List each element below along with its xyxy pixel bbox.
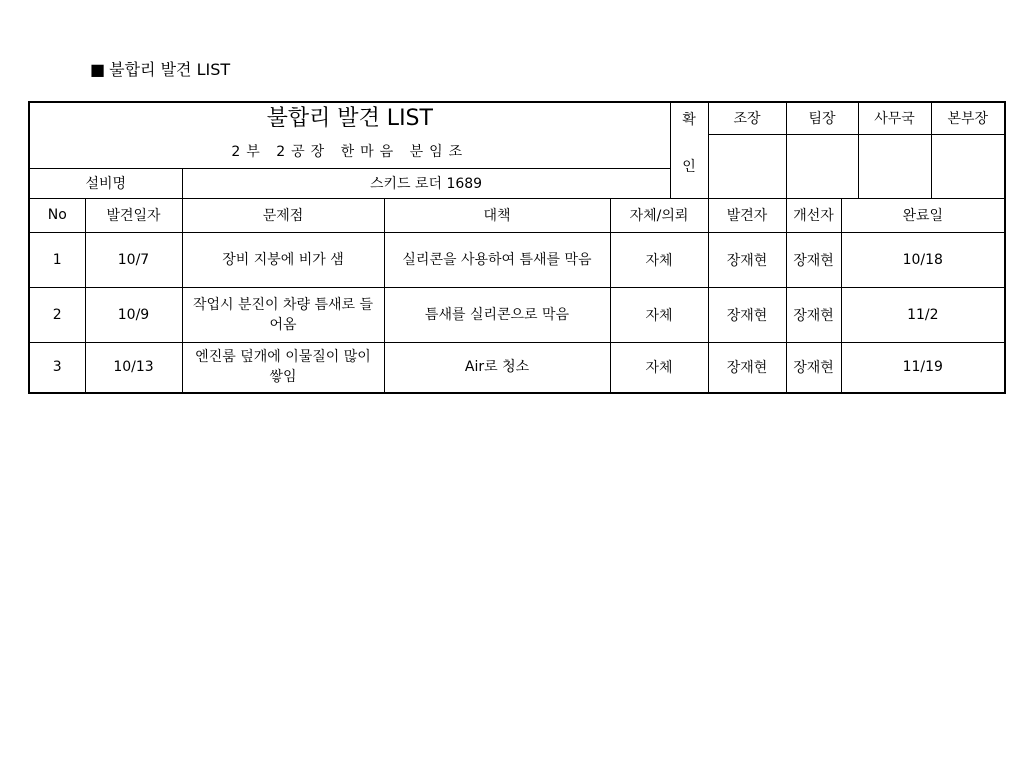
approval-role-team-leader: 조장 [708,102,786,134]
cell-found-date: 10/13 [85,342,182,393]
approval-role-manager: 팀장 [786,102,858,134]
column-header-row [29,198,1005,232]
defect-list-table [28,101,1006,394]
column-header-problem: 문제점 [182,198,384,232]
equipment-label: 설비명 [29,168,182,198]
square-bullet-icon: ■ [90,60,106,79]
column-header-no: No [29,198,85,232]
cell-self-request: 자체 [610,232,708,287]
table-row [29,342,1005,393]
signature-box-manager[interactable] [786,134,858,198]
signature-box-head[interactable] [931,134,1005,198]
signature-box-office[interactable] [858,134,931,198]
cell-finder: 장재현 [708,232,786,287]
page-heading [90,59,230,81]
document-title-cell [29,102,670,134]
cell-improver: 장재현 [786,342,841,393]
cell-countermeasure: 실리콘을 사용하여 틈새를 막음 [384,232,610,287]
cell-completion-date: 11/2 [841,287,1005,342]
column-header-improver: 개선자 [786,198,841,232]
cell-improver: 장재현 [786,232,841,287]
column-header-finder: 발견자 [708,198,786,232]
header-row-title [29,102,1005,134]
cell-countermeasure: 틈새를 실리콘으로 막음 [384,287,610,342]
table-row [29,287,1005,342]
cell-no: 2 [29,287,85,342]
document-subtitle: 2부 2공장 한마음 분임조 [29,134,670,168]
approval-role-office: 사무국 [858,102,931,134]
column-header-found-date: 발견일자 [85,198,182,232]
cell-self-request: 자체 [610,342,708,393]
cell-improver: 장재현 [786,287,841,342]
cell-problem: 작업시 분진이 차량 틈새로 들어옴 [182,287,384,342]
equipment-name: 스키드 로더 1689 [182,168,670,198]
column-header-countermeasure: 대책 [384,198,610,232]
cell-no: 3 [29,342,85,393]
cell-problem: 엔진룸 덮개에 이물질이 많이 쌓임 [182,342,384,393]
document-title: 불합리 발견 LIST [266,105,433,131]
page-heading-text: 불합리 발견 LIST [109,60,231,79]
cell-self-request: 자체 [610,287,708,342]
cell-finder: 장재현 [708,287,786,342]
cell-found-date: 10/9 [85,287,182,342]
confirm-label-bottom: 인 [670,134,708,198]
column-header-completion-date: 완료일 [841,198,1005,232]
signature-box-team-leader[interactable] [708,134,786,198]
column-header-self-request: 자체/의뢰 [610,198,708,232]
confirm-label-top: 확 [670,102,708,134]
cell-completion-date: 10/18 [841,232,1005,287]
table-row [29,232,1005,287]
cell-problem: 장비 지붕에 비가 샘 [182,232,384,287]
cell-countermeasure: Air로 청소 [384,342,610,393]
cell-finder: 장재현 [708,342,786,393]
cell-no: 1 [29,232,85,287]
cell-completion-date: 11/19 [841,342,1005,393]
header-row-subtitle [29,134,1005,168]
approval-role-head: 본부장 [931,102,1005,134]
cell-found-date: 10/7 [85,232,182,287]
